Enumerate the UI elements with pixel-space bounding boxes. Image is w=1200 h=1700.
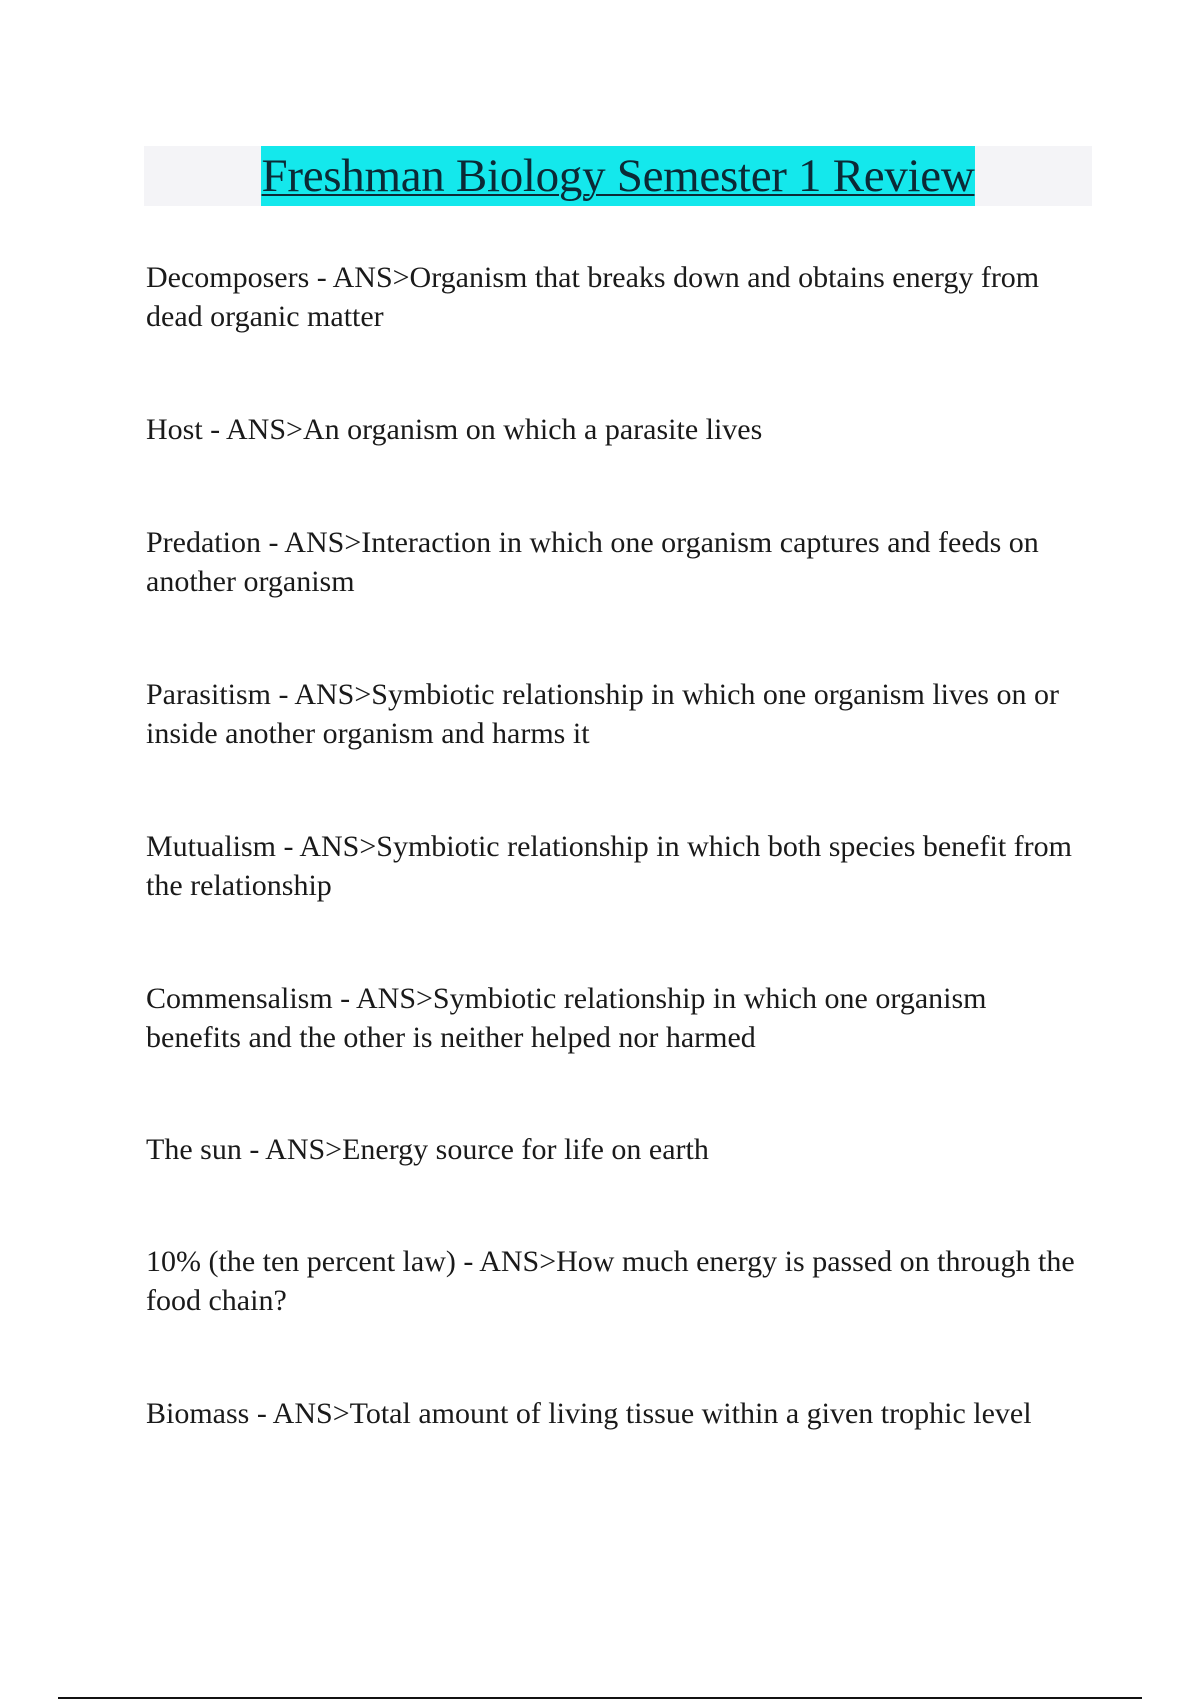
review-entry: Mutualism - ANS>Symbiotic relationship in which both species benefit from the relationship xyxy=(146,830,1072,902)
review-entries-list xyxy=(146,258,1086,1434)
review-entry: Commensalism - ANS>Symbiotic relationship in which one organism benefits and the other is neither helped nor harmed xyxy=(146,982,987,1054)
footer-divider xyxy=(58,1697,1142,1699)
document-title: Freshman Biology Semester 1 Review xyxy=(261,146,976,206)
review-entry: Parasitism - ANS>Symbiotic relationship in which one organism lives on or inside another organism and harms it xyxy=(146,678,1059,750)
review-entry: 10% (the ten percent law) - ANS>How much energy is passed on through the food chain? xyxy=(146,1245,1075,1317)
review-entry: Host - ANS>An organism on which a parasite lives xyxy=(146,413,763,446)
title-band xyxy=(144,146,1092,206)
review-entry: Decomposers - ANS>Organism that breaks down and obtains energy from dead organic matter xyxy=(146,261,1040,333)
review-entry: Predation - ANS>Interaction in which one organism captures and feeds on another organism xyxy=(146,526,1039,598)
review-entry: Biomass - ANS>Total amount of living tissue within a given trophic level xyxy=(146,1397,1032,1430)
review-entry: The sun - ANS>Energy source for life on earth xyxy=(146,1133,709,1166)
